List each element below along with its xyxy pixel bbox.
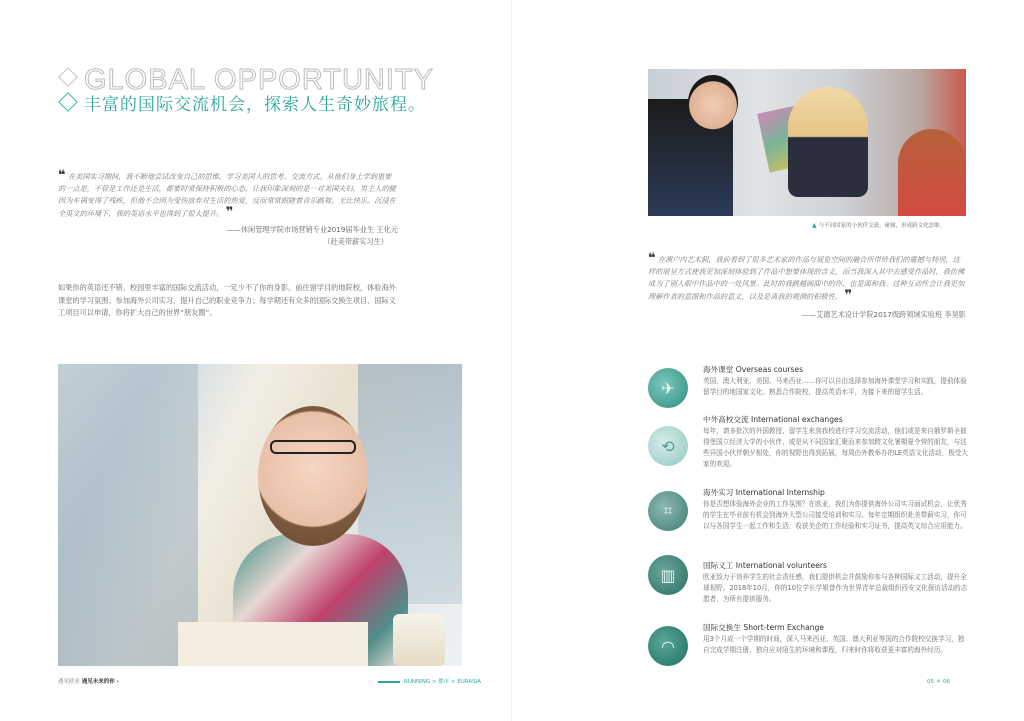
footer-center	[378, 677, 481, 685]
feature-international-exchanges	[648, 414, 968, 474]
quote-author-right: ——艾德艺术设计学院2017级跨领域实验班 李昊影	[801, 310, 966, 319]
briefcase-icon: ⌗	[648, 491, 688, 531]
feature-description: 每年，请多批次的外国教授、留学生来到我校进行学习交流活动，他们或是来自俄罗斯圣彼得堡国立经济大学的小伙伴，或是从不同国家汇聚而来参加跨文化暑期夏令营的朋友，与这些异国小伙伴朝夕相处，你的视野也得到拓展，每周由外教举办的LE英语文化活动，极受大家的欢迎。	[703, 427, 968, 468]
coffee-cup	[393, 614, 445, 666]
footer-bold-label: 遇见未来的你 ›	[81, 679, 119, 685]
triangle-icon: ▲	[812, 222, 817, 229]
close-quote-icon: ❞	[225, 205, 234, 220]
quote-text-right: 在澳户内艺术假，我前看到了很多艺术家的作品与展览空间的融合所带给我们的震撼与特別，这样的展呈方式使我更加深刻体验到了作品中想要体现的含义，而当我深入其中去感受作品时，我仿佛成为了别人眼中作品中的一处风景。此时的我跳越画面中的你，也是面和我。这种互动性会让我更加理解作者的意图和作品的意义，以及是离我的观测的积极性。	[648, 255, 965, 301]
close-quote-icon: ❞	[844, 288, 853, 303]
quote-body-right	[648, 253, 966, 303]
feature-description: 你是否想体验海外企业的工作氛围？在欧亚，我们为你提供海外公司实习面试机会，让优秀的学生在毕业前有机会到海外大型公司接受培训和实习。每年定期组织赴美带薪实习，你可以与各国学生一起工作和生活，收获美企的工作经验和实习证书，提高英文综合应用能力。	[703, 500, 967, 530]
photo-caption	[812, 221, 945, 229]
page-spine	[511, 0, 512, 721]
seated-student-right	[898, 129, 966, 216]
feature-description: 英国、澳大利亚、美国、马来西亚……你可以自由选择参加海外课堂学习和实践，提前体验留学目的地国家文化、熟悉合作院校，提高英语水平，为接下来的留学生活。	[703, 377, 967, 396]
caption-text: 与不同国家的小伙伴交流、碰撞，形成跨文化思维。	[818, 223, 946, 229]
title-english: GLOBAL OPPORTUNITY	[84, 64, 434, 96]
feature-title: 国际义工 International volunteers	[703, 561, 827, 570]
building-icon: ▥	[648, 555, 688, 595]
quote-body	[58, 170, 398, 220]
footer-label: 遇见欧亚	[58, 679, 81, 685]
globe-icon: ✈	[648, 368, 688, 408]
quote-author: ——休闲管理学院市场营销专业2019届毕业生 王化元	[226, 225, 398, 234]
feature-title: 海外实习 International Internship	[703, 488, 825, 497]
quote-author-role: （赴美带薪实习生）	[323, 237, 388, 246]
footer-breadcrumb: RUNNING > 都市 > EURASIA	[404, 679, 482, 685]
open-quote-icon: ❝	[58, 168, 66, 183]
student-quote-left	[58, 170, 398, 248]
standing-woman-face	[688, 75, 738, 130]
desk-notebook	[178, 622, 368, 666]
feature-international-volunteers	[648, 560, 968, 620]
student-photo	[58, 364, 462, 666]
glasses-icon	[270, 440, 356, 454]
quote-text: 在美国实习期间，我不断地尝试改变自己的思维，学习美国人的思考、交流方式。从他们身上学到重要的一点是，不管是工作还是生活，都要时常保持积极的心态，让我印象深刻的是一对美国夫妇，男主人的腿因为车祸变得了残疾，但他不会因为受伤放弃对生活的热爱，反而常常跟随着音乐跳舞，无比快乐。沉浸在全英文的环境下，我的英语水平也得到了很大提升。	[58, 172, 396, 218]
feature-title: 国际交换生 Short-term Exchange	[703, 623, 825, 632]
airplane-icon: ◠	[648, 626, 688, 666]
open-quote-icon: ❝	[648, 251, 656, 266]
title-chinese: 丰富的国际交流机会，探索人生奇妙旅程。	[84, 95, 426, 115]
feature-international-internship	[648, 487, 968, 547]
intro-paragraph: 如果你的英语还不错，校园里丰富的国际交流活动，一定少不了你的身影。前往留学目的地院校，体验海外课堂的学习氛围；参加海外公司实习，提升自己的职业竞争力；每学期还有众多的国际交换生项目、国际义工项目可以申请，你将扩大自己的世界“朋友圈”。	[58, 283, 396, 317]
footer-bar-icon	[378, 681, 400, 683]
classroom-photo	[648, 69, 966, 216]
footer-left	[58, 677, 119, 685]
feature-short-term-exchange	[648, 622, 968, 682]
seated-student	[788, 87, 868, 197]
exchange-icon: ⟲	[648, 426, 688, 466]
feature-description: 用3个月或一个学期的时间，深入马来西亚、英国、澳大利亚等国的合作院校交换学习，独自完成学期注册、独自应对陌生的环境和课程，归来时你将收获更丰富的海外经历。	[703, 635, 965, 654]
feature-description: 欧亚致力于培养学生的社会责任感，我们提供机会并鼓励你参与各种国际义工活动，提升全球视野。2018年10月，你的10位学长学姐曾作为世界青年总裁组织西安文化探访活动的志愿者，为所有提供服务。	[703, 573, 968, 603]
background-figure	[58, 364, 198, 666]
page-numbers: 05 ＊ 06	[927, 679, 950, 685]
person-face	[258, 406, 368, 546]
feature-title: 海外课堂 Overseas courses	[703, 365, 804, 374]
feature-title: 中外高校交流 International exchanges	[703, 415, 843, 424]
student-quote-right	[648, 253, 966, 321]
